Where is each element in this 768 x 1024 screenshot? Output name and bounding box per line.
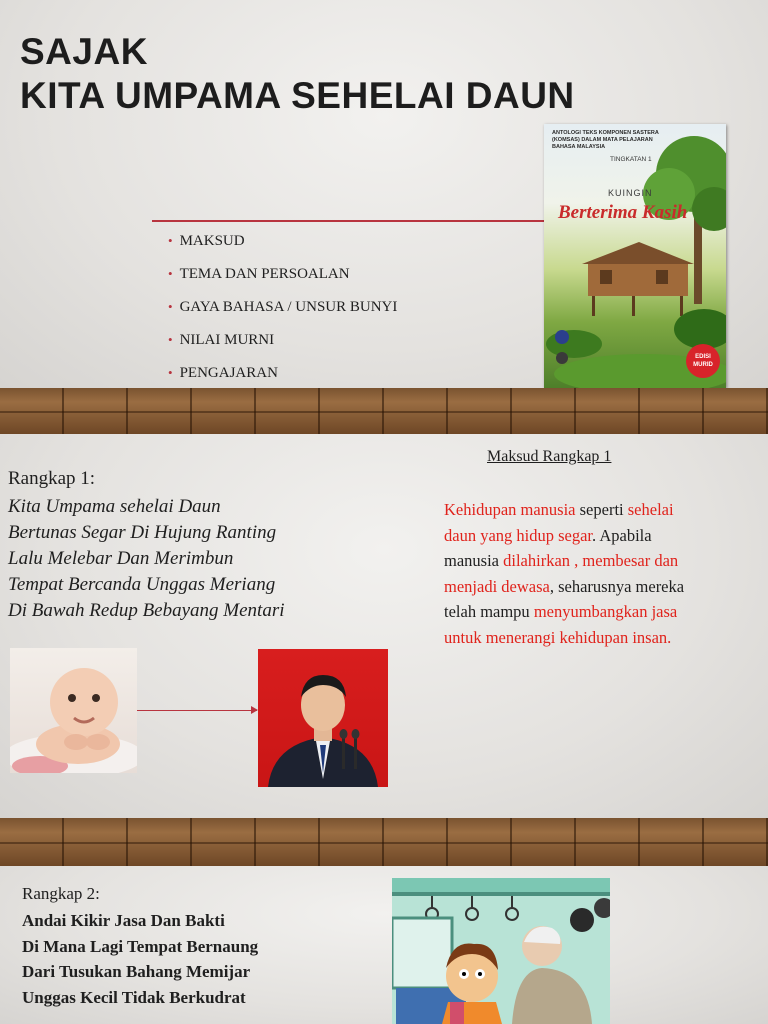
bullet-icon: • xyxy=(168,332,173,347)
wood-floor-divider xyxy=(0,818,768,866)
rangkap-label: Rangkap 2: xyxy=(22,884,100,903)
topic-item xyxy=(168,263,397,296)
poem-line: Bertunas Segar Di Hujung Ranting xyxy=(8,522,277,543)
body-text: seperti xyxy=(575,500,624,519)
topic-item xyxy=(168,362,397,388)
topic-label: PENGAJARAN xyxy=(179,365,278,381)
highlight-text: menyumbangkan jasa untuk menerangi kehidupan insan. xyxy=(444,602,678,647)
highlight-text: sehelai daun yang hidup segar xyxy=(444,500,674,545)
highlight-text: Kehidupan manusia xyxy=(444,500,576,519)
poem-stanza xyxy=(8,494,285,624)
poem-line: Dari Tusukan Bahang Memijar xyxy=(22,962,251,981)
arrow-line xyxy=(137,710,257,711)
topic-label: TEMA DAN PERSOALAN xyxy=(179,266,350,282)
highlight-text: membesar dan menjadi dewasa xyxy=(444,551,679,596)
topic-label: MAKSUD xyxy=(179,233,245,249)
bus-scene-illustration xyxy=(392,878,610,1024)
edition-badge: EDISI MURID xyxy=(686,344,720,378)
slide-3 xyxy=(0,866,768,1024)
rangkap-label: Rangkap 1: xyxy=(8,468,96,489)
speaker-illustration xyxy=(258,649,388,787)
topic-item xyxy=(168,230,397,263)
book-title: Berterima Kasih xyxy=(558,202,688,223)
maksud-paragraph xyxy=(444,497,694,650)
slide-1 xyxy=(0,0,768,388)
adult-speaker-photo xyxy=(258,649,388,787)
bullet-icon: • xyxy=(168,233,173,248)
body-text: , seharusnya xyxy=(549,576,632,596)
body-text: manusia xyxy=(444,551,504,570)
slide-2 xyxy=(0,434,768,818)
highlight-text: dilahirkan , xyxy=(503,551,579,570)
book-cover-image xyxy=(544,124,726,388)
book-level: TINGKATAN 1 xyxy=(610,156,652,163)
bullet-icon: • xyxy=(168,365,173,380)
maksud-heading: Maksud Rangkap 1 xyxy=(487,448,612,465)
slide-title xyxy=(20,30,575,118)
topic-label: NILAI MURNI xyxy=(179,332,275,348)
baby-illustration xyxy=(10,648,137,773)
body-text: mereka telah mampu xyxy=(444,576,685,621)
poem-stanza xyxy=(22,908,258,1010)
bullet-icon: • xyxy=(168,266,173,281)
book-kicker: KUINGIN xyxy=(608,188,653,198)
poem-line: Tempat Bercanda Unggas Meriang xyxy=(8,574,276,595)
body-text: . Apabila xyxy=(592,525,652,545)
poem-line: Lalu Melebar Dan Merimbun xyxy=(8,548,234,569)
title-divider xyxy=(152,220,592,222)
poem-line: Unggas Kecil Tidak Berkudrat xyxy=(22,987,246,1007)
bullet-icon: • xyxy=(168,299,173,314)
book-series-text: ANTOLOGI TEKS KOMPONEN SASTERA (KOMSAS) DALAM MATA PELAJARAN BAHASA MALAYSIA xyxy=(552,130,659,150)
bus-cartoon-image xyxy=(392,878,610,1024)
title-line-1: SAJAK xyxy=(20,31,148,72)
poem-line: Andai Kikir Jasa Dan Bakti xyxy=(22,911,225,930)
topic-item xyxy=(168,329,397,362)
wood-floor-divider xyxy=(0,388,768,434)
baby-photo xyxy=(10,648,137,773)
topic-item xyxy=(168,296,397,329)
arrow-head-icon xyxy=(251,706,258,714)
poem-line: Kita Umpama sehelai Daun xyxy=(8,496,221,517)
topic-label: GAYA BAHASA / UNSUR BUNYI xyxy=(179,299,398,315)
topic-list xyxy=(168,230,397,388)
poem-line: Di Mana Lagi Tempat Bernaung xyxy=(22,936,259,956)
title-line-2: KITA UMPAMA SEHELAI DAUN xyxy=(20,75,575,116)
poem-line: Di Bawah Redup Bebayang Mentari xyxy=(8,600,285,621)
